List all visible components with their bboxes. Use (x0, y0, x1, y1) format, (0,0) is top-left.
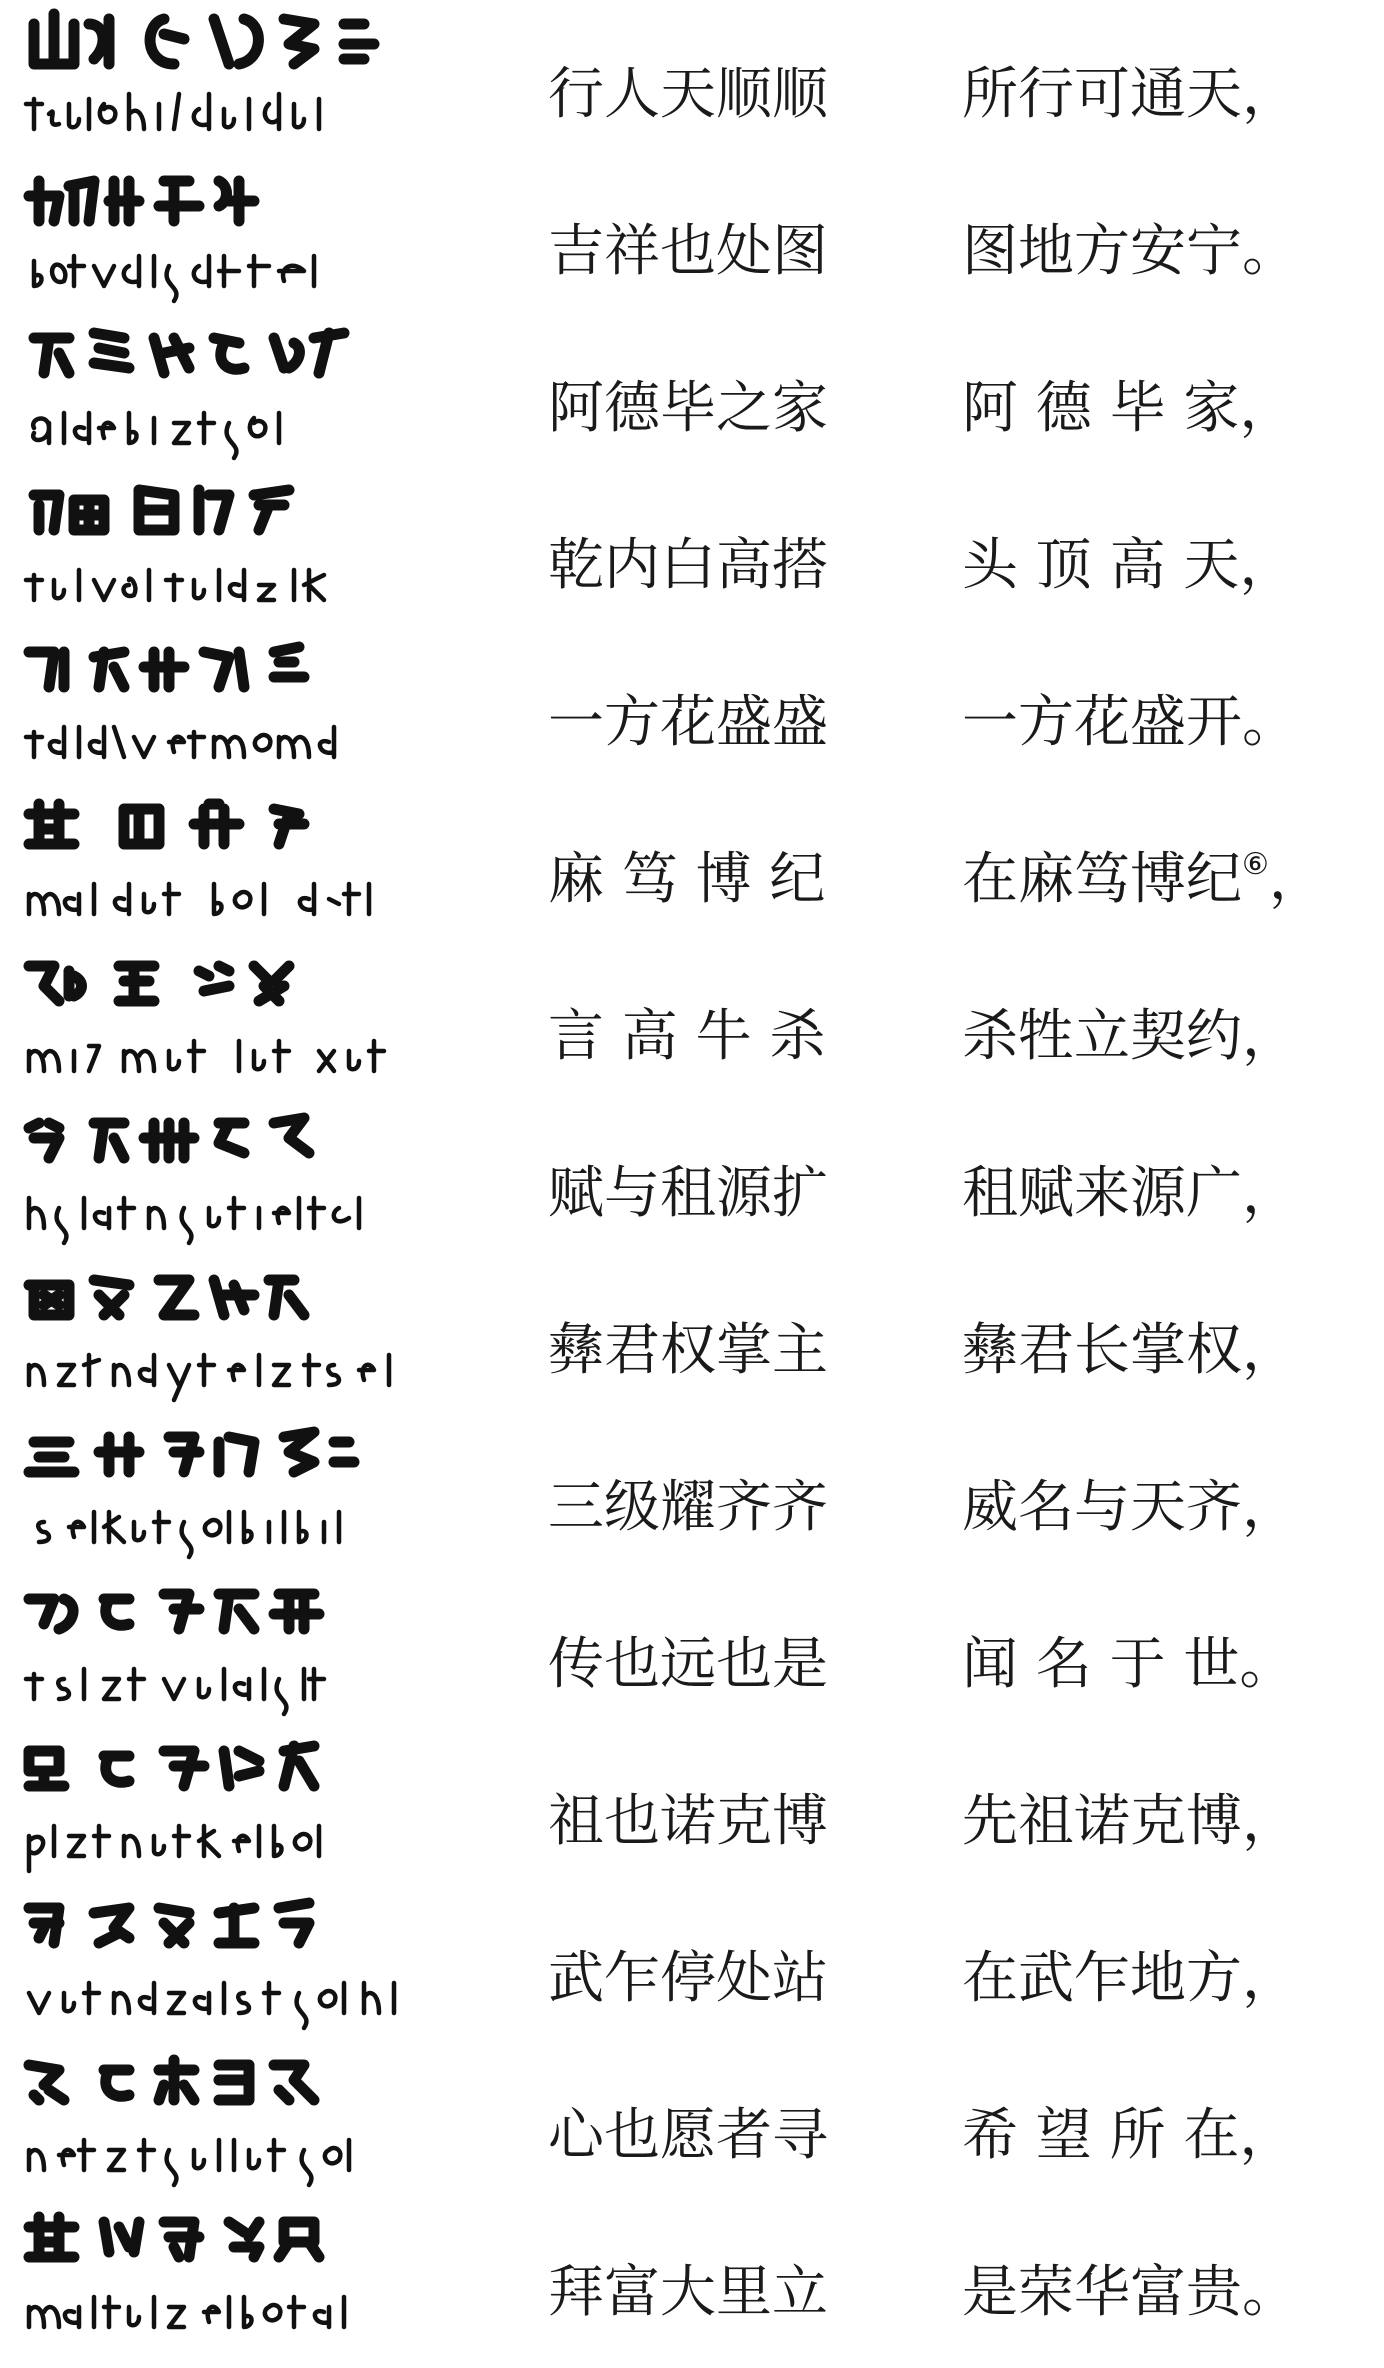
verse-row-12 (0, 1727, 1384, 1887)
verse-row-11 (0, 1570, 1384, 1730)
yi-script-image (14, 2045, 454, 2195)
literal-translation: 一方花盛盛 (548, 690, 828, 755)
yi-script-image (14, 318, 454, 468)
yi-script-image (14, 1888, 454, 2038)
yi-script-image (14, 1731, 454, 1881)
free-translation: 所行可通天， (962, 62, 1298, 127)
free-translation-text: 在麻笃博纪 (962, 847, 1242, 912)
verse-row-10 (0, 1413, 1384, 1573)
yi-script-image (14, 1574, 454, 1724)
free-translation: 杀牲立契约， (962, 1004, 1298, 1069)
verse-row-4 (0, 471, 1384, 631)
yi-script-image (14, 4, 454, 154)
literal-translation: 传也远也是 (548, 1632, 828, 1697)
yi-script-image (14, 161, 454, 311)
trailing-punctuation: ， (1268, 847, 1325, 912)
literal-translation: 吉祥也处图 (548, 219, 828, 284)
free-translation: 闻 名 于 世。 (962, 1632, 1296, 1697)
verse-row-1 (0, 0, 1384, 160)
literal-translation: 言 高 牛 杀 (548, 1004, 826, 1069)
literal-translation: 阿德毕之家 (548, 376, 828, 441)
literal-translation: 武乍停处站 (548, 1946, 828, 2011)
yi-script-image (14, 2202, 454, 2352)
yi-script-image (14, 789, 454, 939)
free-translation: 图地方安宁。 (962, 219, 1298, 284)
literal-translation: 三级耀齐齐 (548, 1475, 828, 1540)
free-translation: 头 顶 高 天， (962, 533, 1296, 598)
yi-script-image (14, 632, 454, 782)
yi-script-image (14, 946, 454, 1096)
verse-row-6 (0, 785, 1384, 945)
yi-script-glyphs (14, 4, 454, 154)
verse-row-9 (0, 1256, 1384, 1416)
literal-translation: 拜富大里立 (548, 2260, 828, 2325)
literal-translation: 麻 笃 博 纪 (548, 847, 826, 912)
literal-translation: 心也愿者寻 (548, 2103, 828, 2168)
free-translation: 阿 德 毕 家， (962, 376, 1296, 441)
verse-row-2 (0, 157, 1384, 317)
free-translation: 彝君长掌权， (962, 1318, 1298, 1383)
verse-row-3 (0, 314, 1384, 474)
free-translation: 在武乍地方， (962, 1946, 1298, 2011)
verse-row-15 (0, 2198, 1384, 2358)
verse-row-5 (0, 628, 1384, 788)
free-translation: 一方花盛开。 (962, 690, 1298, 755)
verse-row-13 (0, 1884, 1384, 2044)
yi-script-image (14, 1417, 454, 1567)
verse-row-14 (0, 2041, 1384, 2201)
free-translation: 希 望 所 在， (962, 2103, 1296, 2168)
free-translation: 是荣华富贵。 (962, 2260, 1298, 2325)
literal-translation: 赋与租源扩 (548, 1161, 828, 1226)
literal-translation: 行人天顺顺 (548, 62, 828, 127)
yi-script-image (14, 1103, 454, 1253)
literal-translation: 彝君权掌主 (548, 1318, 828, 1383)
free-translation: 先祖诺克博， (962, 1789, 1298, 1854)
free-translation (962, 835, 1372, 915)
verse-row-8 (0, 1099, 1384, 1259)
free-translation: 租赋来源广， (962, 1161, 1298, 1226)
free-translation: 威名与天齐， (962, 1475, 1298, 1540)
verse-row-7 (0, 942, 1384, 1102)
yi-script-image (14, 1260, 454, 1410)
yi-script-image (14, 475, 454, 625)
footnote-marker[interactable]: ⑥ (1242, 847, 1269, 882)
literal-translation: 祖也诺克博 (548, 1789, 828, 1854)
literal-translation: 乾内白高搭 (548, 533, 828, 598)
